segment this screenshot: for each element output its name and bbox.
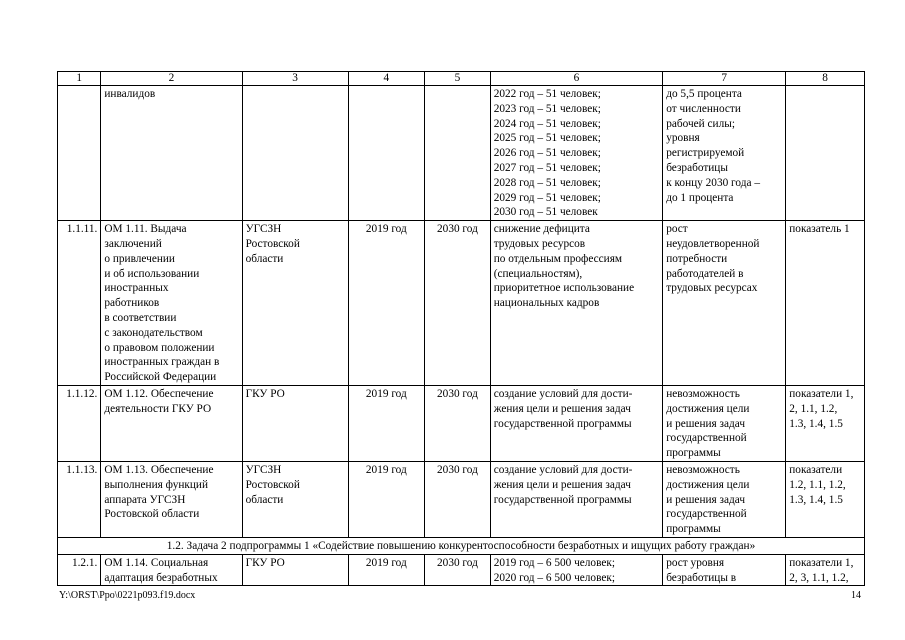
table-row [58,221,865,386]
end-year: 2030 год [425,385,491,461]
indicators: показатели 1, 2, 3, 1.1, 1.2, [786,554,865,586]
program-table [57,71,865,586]
start-year: 2019 год [348,221,425,386]
table-row [58,554,865,586]
header-col-3: 3 [242,72,348,86]
end-year [425,86,491,221]
row-number: 1.1.11. [58,221,101,386]
header-col-5: 5 [425,72,491,86]
executor: УГСЗН Ростовской области [242,461,348,537]
consequences: до 5,5 процента от численности рабочей силы; уровня регистрируемой безработицы к концу 2030 года – до 1 процента [663,86,786,221]
table-row [58,385,865,461]
header-col-2: 2 [101,72,242,86]
measure-name: ОМ 1.11. Выдача заключений о привлечении и об использовании иностранных работников в соответствии с законодательством о правовом положении иностранных граждан в Российской Федерации [101,221,242,386]
indicators: показатель 1 [786,221,865,386]
expected-result: создание условий для дости- жения цели и решения задач государственной программы [490,461,662,537]
header-col-7: 7 [663,72,786,86]
indicators [786,86,865,221]
start-year: 2019 год [348,554,425,586]
header-col-4: 4 [348,72,425,86]
consequences: невозможность достижения цели и решения задач государственной программы [663,385,786,461]
section-heading: 1.2. Задача 2 подпрограммы 1 «Содействие повышению конкурентоспособности безработных и ищущих работу граждан» [58,537,865,554]
row-number: 1.1.13. [58,461,101,537]
expected-result: создание условий для дости- жения цели и решения задач государственной программы [490,385,662,461]
expected-result: 2022 год – 51 человек; 2023 год – 51 человек; 2024 год – 51 человек; 2025 год – 51 человек; 2026 год – 51 человек; 2027 год – 51 человек; 2028 год – 51 человек; 2029 год – 51 человек; 2030 год – 51 человек [490,86,662,221]
table-row [58,461,865,537]
file-path: Y:\ORST\Ppo\0221p093.f19.docx [59,590,196,601]
executor: УГСЗН Ростовской области [242,221,348,386]
header-col-8: 8 [786,72,865,86]
measure-name: инвалидов [101,86,242,221]
measure-name: ОМ 1.13. Обеспечение выполнения функций аппарата УГСЗН Ростовской области [101,461,242,537]
executor [242,86,348,221]
start-year: 2019 год [348,461,425,537]
consequences: невозможность достижения цели и решения задач государственной программы [663,461,786,537]
expected-result: снижение дефицита трудовых ресурсов по отдельным профессиям (специальностям), приоритетное использование национальных кадров [490,221,662,386]
table-row [58,86,865,221]
section-row [58,537,865,554]
page-number: 14 [851,590,861,601]
measure-name: ОМ 1.14. Социальная адаптация безработных [101,554,242,586]
end-year: 2030 год [425,221,491,386]
expected-result: 2019 год – 6 500 человек; 2020 год – 6 500 человек; [490,554,662,586]
executor: ГКУ РО [242,385,348,461]
consequences: рост уровня безработицы в [663,554,786,586]
header-row [58,72,865,86]
start-year: 2019 год [348,385,425,461]
end-year: 2030 год [425,461,491,537]
row-number: 1.1.12. [58,385,101,461]
row-number [58,86,101,221]
indicators: показатели 1.2, 1.1, 1.2, 1.3, 1.4, 1.5 [786,461,865,537]
header-col-1: 1 [58,72,101,86]
start-year [348,86,425,221]
indicators: показатели 1, 2, 1.1, 1.2, 1.3, 1.4, 1.5 [786,385,865,461]
executor: ГКУ РО [242,554,348,586]
consequences: рост неудовлетворенной потребности работодателей в трудовых ресурсах [663,221,786,386]
row-number: 1.2.1. [58,554,101,586]
measure-name: ОМ 1.12. Обеспечение деятельности ГКУ РО [101,385,242,461]
end-year: 2030 год [425,554,491,586]
header-col-6: 6 [490,72,662,86]
